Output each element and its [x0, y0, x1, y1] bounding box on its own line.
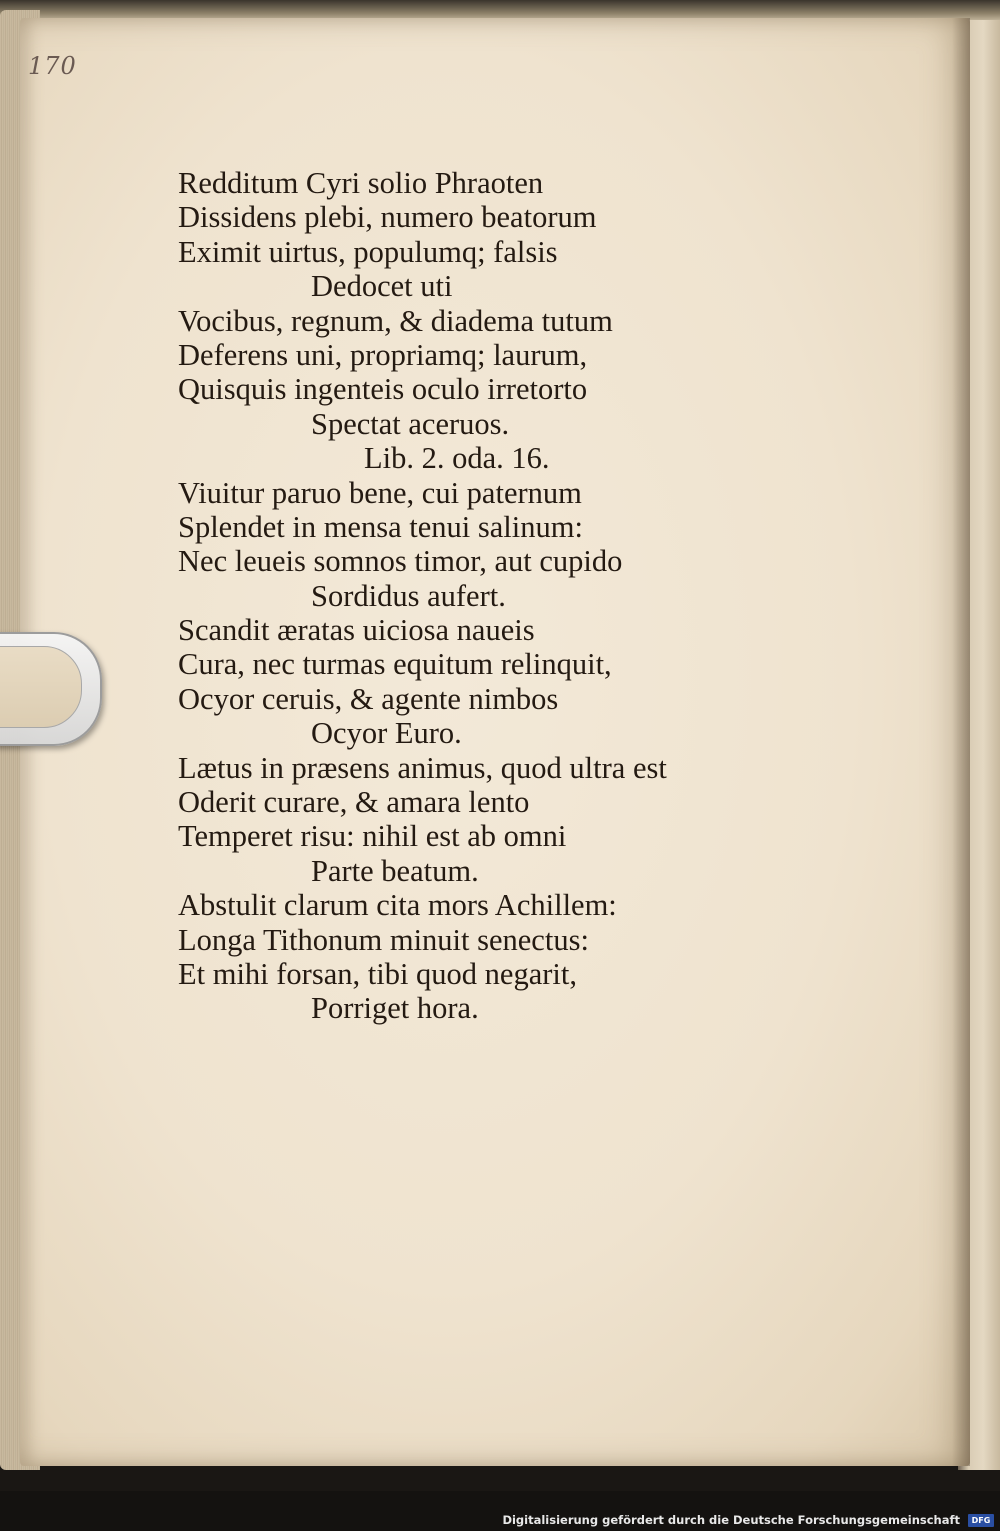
poem-line: Cura, nec turmas equitum relinquit, [178, 647, 612, 682]
poem-line: Et mihi forsan, tibi quod negarit, [178, 956, 577, 991]
poem-line: Parte beatum. [311, 853, 479, 888]
poem-line: Quisquis ingenteis oculo irretorto [178, 372, 588, 407]
poem-text-block [178, 166, 738, 1026]
poem-line: Lætus in præsens animus, quod ultra est [178, 750, 667, 785]
poem-line: Dedocet uti [311, 269, 453, 304]
poem-line: Deferens uni, propriamq; laurum, [178, 337, 588, 372]
poem-line: Temperet risu: nihil est ab omni [178, 819, 567, 854]
poem-line: Vocibus, regnum, & diadema tutum [178, 303, 613, 338]
poem-line: Ocyor ceruis, & agente nimbos [178, 681, 559, 716]
digitization-credit: Digitalisierung gefördert durch die Deutsche Forschungsgemeinschaft [502, 1513, 960, 1527]
poem-line: Eximit uirtus, populumq; falsis [178, 234, 558, 269]
poem-line: Nec leueis somnos timor, aut cupido [178, 544, 623, 579]
poem-line: Spectat aceruos. [311, 406, 510, 441]
paper-clip-inner-loop [0, 646, 82, 728]
poem-line: Redditum Cyri solio Phraoten [178, 166, 544, 200]
section-heading: Lib. 2. oda. 16. [364, 441, 550, 476]
poem-line: Dissidens plebi, numero beatorum [178, 200, 597, 235]
poem-line: Ocyor Euro. [311, 716, 462, 751]
folio-number: 170 [28, 52, 77, 80]
poem-line: Sordidus aufert. [311, 578, 506, 613]
footer-bar [0, 1491, 1000, 1531]
poem-line: Abstulit clarum cita mors Achillem: [178, 888, 617, 923]
dfg-logo: DFG [968, 1514, 994, 1527]
poem-line: Viuitur paruo bene, cui paternum [178, 475, 582, 510]
poem-line: Splendet in mensa tenui salinum: [178, 509, 583, 544]
poem-line: Longa Tithonum minuit senectus: [178, 922, 589, 957]
poem-line: Porriget hora. [311, 991, 479, 1026]
poem-line: Oderit curare, & amara lento [178, 785, 530, 820]
poem-line: Scandit æratas uiciosa naueis [178, 613, 535, 648]
gutter-shadow [952, 18, 970, 1466]
